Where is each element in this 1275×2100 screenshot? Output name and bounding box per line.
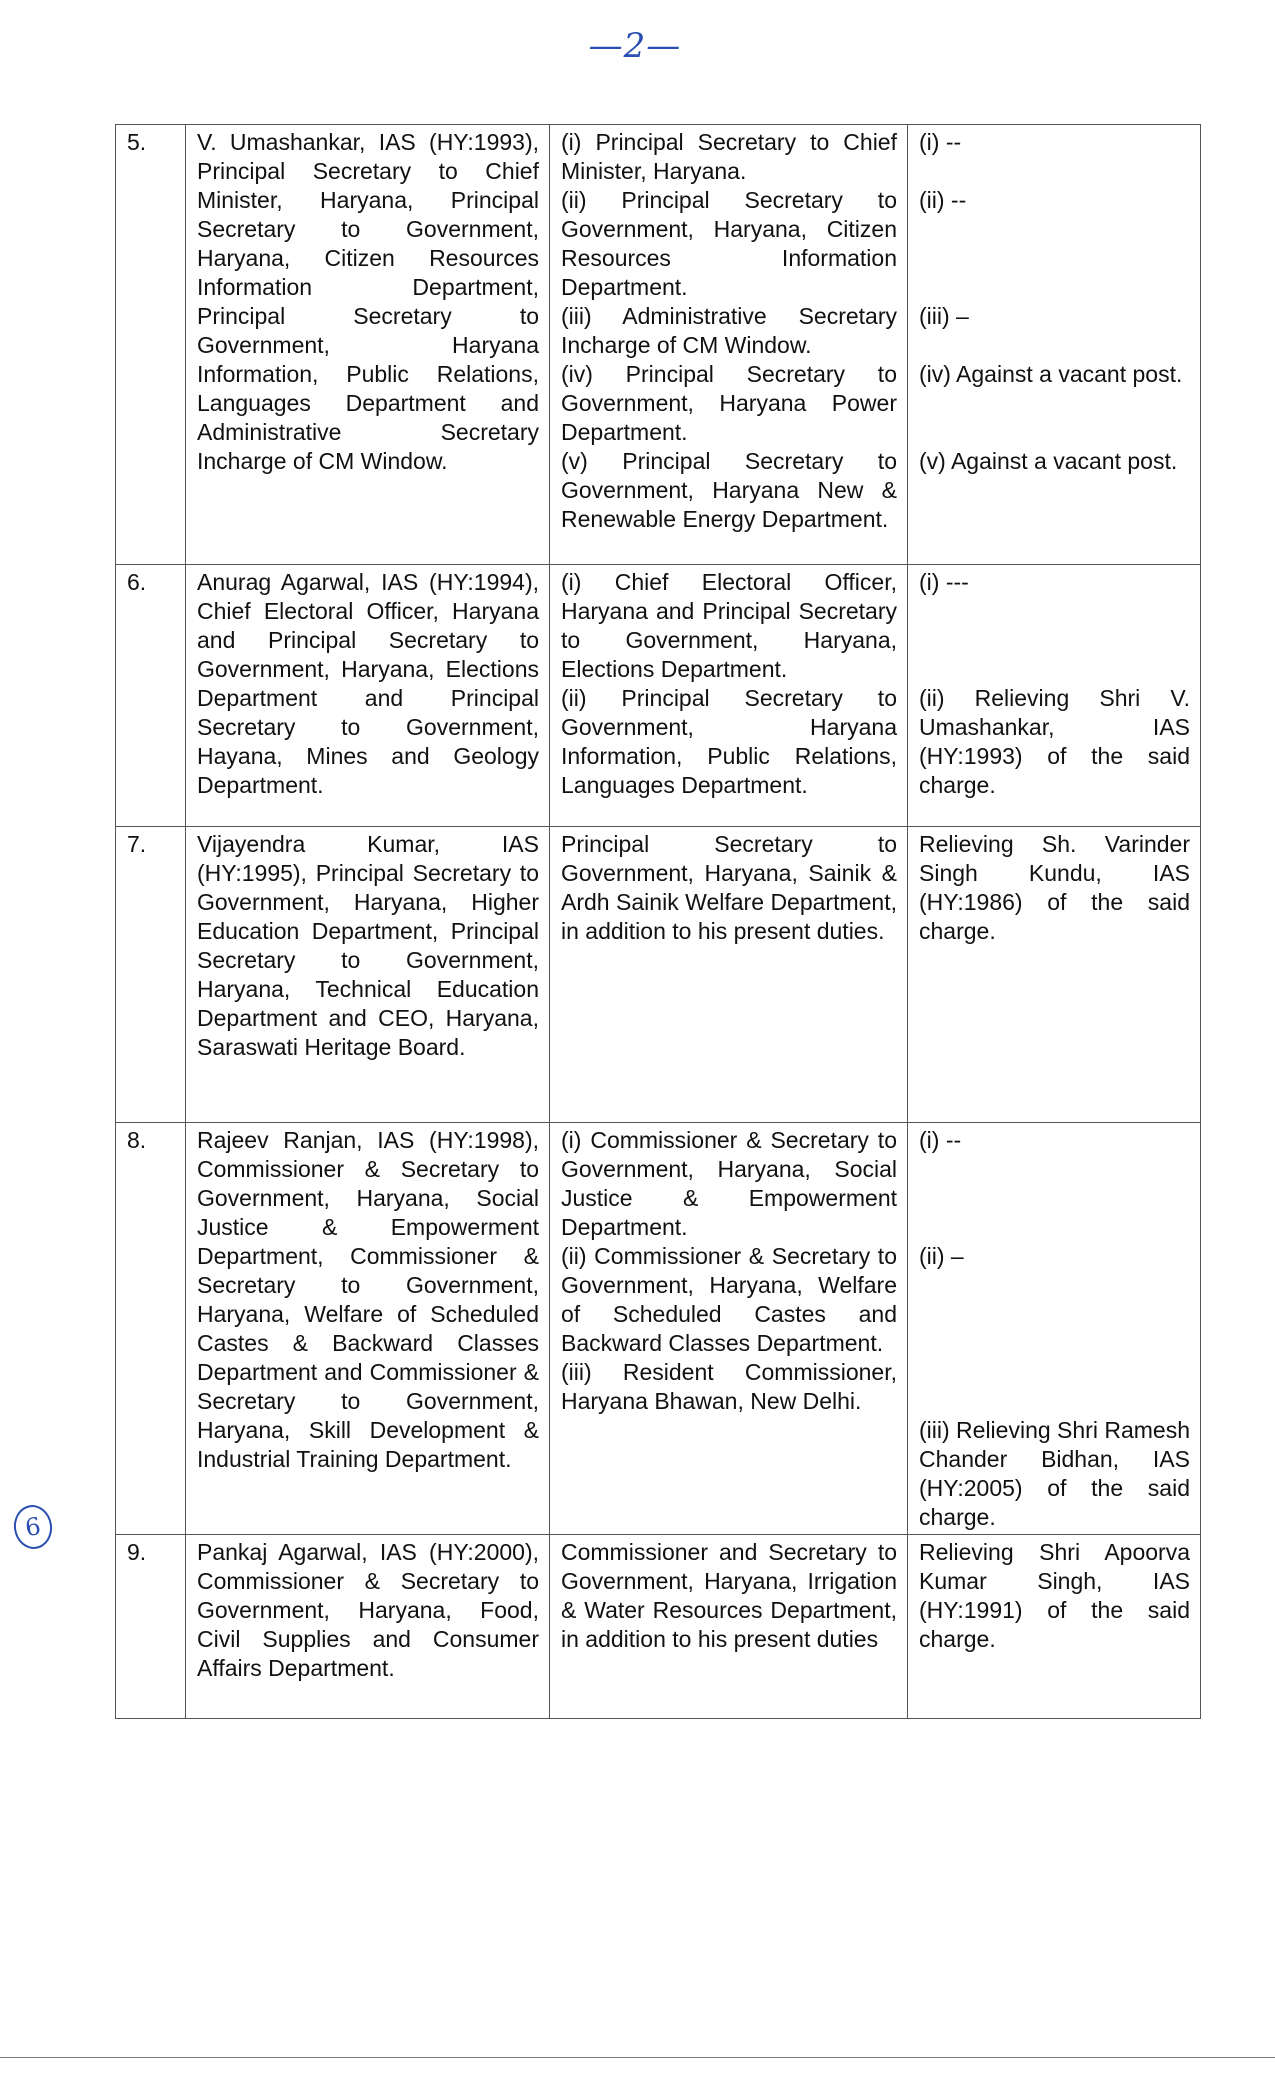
remark-item: (iii) Relieving Shri Ramesh Chander Bidhan, IAS (HY:2005) of the said charge. (919, 1417, 1190, 1530)
remark-item: (v) Against a vacant post. (919, 448, 1178, 474)
officer-details: Pankaj Agarwal, IAS (HY:2000), Commissioner & Secretary to Government, Haryana, Food, Civil Supplies and Consumer Affairs Department. (186, 1535, 550, 1719)
table-row (116, 827, 1201, 1123)
remark-item: Relieving Sh. Varinder Singh Kundu, IAS (HY:1986) of the said charge. (919, 831, 1190, 944)
posting-orders-table (115, 124, 1201, 1719)
serial-number: 7. (116, 827, 186, 1123)
table-row (116, 1123, 1201, 1535)
serial-number: 6. (116, 565, 186, 827)
posting-item: (v) Principal Secretary to Government, Haryana New & Renewable Energy Department. (561, 448, 897, 532)
posting-item: (ii) Principal Secretary to Government, Haryana, Citizen Resources Information Department. (561, 187, 897, 300)
table-row (116, 565, 1201, 827)
remark-item: (i) -- (919, 1127, 962, 1153)
remark-item: (iv) Against a vacant post. (919, 361, 1183, 387)
remark-item: (ii) Relieving Shri V. Umashankar, IAS (HY:1993) of the said charge. (919, 685, 1190, 798)
remarks (908, 125, 1201, 565)
posting-item: (iii) Resident Commissioner, Haryana Bhawan, New Delhi. (561, 1359, 897, 1414)
table-row (116, 125, 1201, 565)
officer-details: Vijayendra Kumar, IAS (HY:1995), Principal Secretary to Government, Haryana, Higher Education Department, Principal Secretary to Government, Haryana, Technical Education Department and CEO, Haryana, Saraswati Heritage Board. (186, 827, 550, 1123)
officer-details: V. Umashankar, IAS (HY:1993), Principal Secretary to Chief Minister, Haryana, Principal Secretary to Government, Haryana, Citizen Resources Information Department, Principal Secretary to Government, Haryana Information, Public Relations, Languages Department and Administrative Secretary Incharge of CM Window. (186, 125, 550, 565)
remark-item: (ii) – (919, 1243, 964, 1269)
remark-item: (iii) – (919, 303, 969, 329)
posting-details (550, 827, 908, 1123)
serial-number: 5. (116, 125, 186, 565)
posting-details (550, 1535, 908, 1719)
remarks (908, 827, 1201, 1123)
remarks (908, 1123, 1201, 1535)
posting-item: (ii) Principal Secretary to Government, Haryana Information, Public Relations, Languages Department. (561, 685, 897, 798)
posting-item: (ii) Commissioner & Secretary to Government, Haryana, Welfare of Scheduled Castes and Backward Classes Department. (561, 1243, 897, 1356)
posting-item: (i) Principal Secretary to Chief Minister, Haryana. (561, 129, 897, 184)
table-row (116, 1535, 1201, 1719)
serial-number: 8. (116, 1123, 186, 1535)
posting-details (550, 125, 908, 565)
remark-item: (i) --- (919, 569, 969, 595)
remark-item: (i) -- (919, 129, 962, 155)
remark-item: (ii) -- (919, 187, 967, 213)
posting-item: (i) Commissioner & Secretary to Government, Haryana, Social Justice & Empowerment Department. (561, 1127, 897, 1240)
posting-item: (iii) Administrative Secretary Incharge of CM Window. (561, 303, 897, 358)
posting-details (550, 565, 908, 827)
officer-details: Anurag Agarwal, IAS (HY:1994), Chief Electoral Officer, Haryana and Principal Secretary to Government, Haryana, Elections Department and Principal Secretary to Government, Hayana, Mines and Geology Department. (186, 565, 550, 827)
posting-details (550, 1123, 908, 1535)
posting-item: Principal Secretary to Government, Haryana, Sainik & Ardh Sainik Welfare Department, in addition to his present duties. (561, 831, 897, 944)
bottom-rule (0, 2057, 1275, 2058)
serial-number: 9. (116, 1535, 186, 1719)
remarks (908, 565, 1201, 827)
posting-item: (iv) Principal Secretary to Government, Haryana Power Department. (561, 361, 897, 445)
page-number: —2— (588, 26, 682, 66)
remark-item: Relieving Shri Apoorva Kumar Singh, IAS (HY:1991) of the said charge. (919, 1539, 1190, 1652)
officer-details: Rajeev Ranjan, IAS (HY:1998), Commissioner & Secretary to Government, Haryana, Social Justice & Empowerment Department, Commissioner & Secretary to Government, Haryana, Welfare of Scheduled Castes & Backward Classes Department and Commissioner & Secretary to Government, Haryana, Skill Development & Industrial Training Department. (186, 1123, 550, 1535)
posting-item: (i) Chief Electoral Officer, Haryana and Principal Secretary to Government, Haryana, Elections Department. (561, 569, 897, 682)
remarks (908, 1535, 1201, 1719)
handwritten-side-mark: 6 (11, 1503, 55, 1552)
posting-item: Commissioner and Secretary to Government, Haryana, Irrigation & Water Resources Department, in addition to his present duties (561, 1539, 897, 1652)
